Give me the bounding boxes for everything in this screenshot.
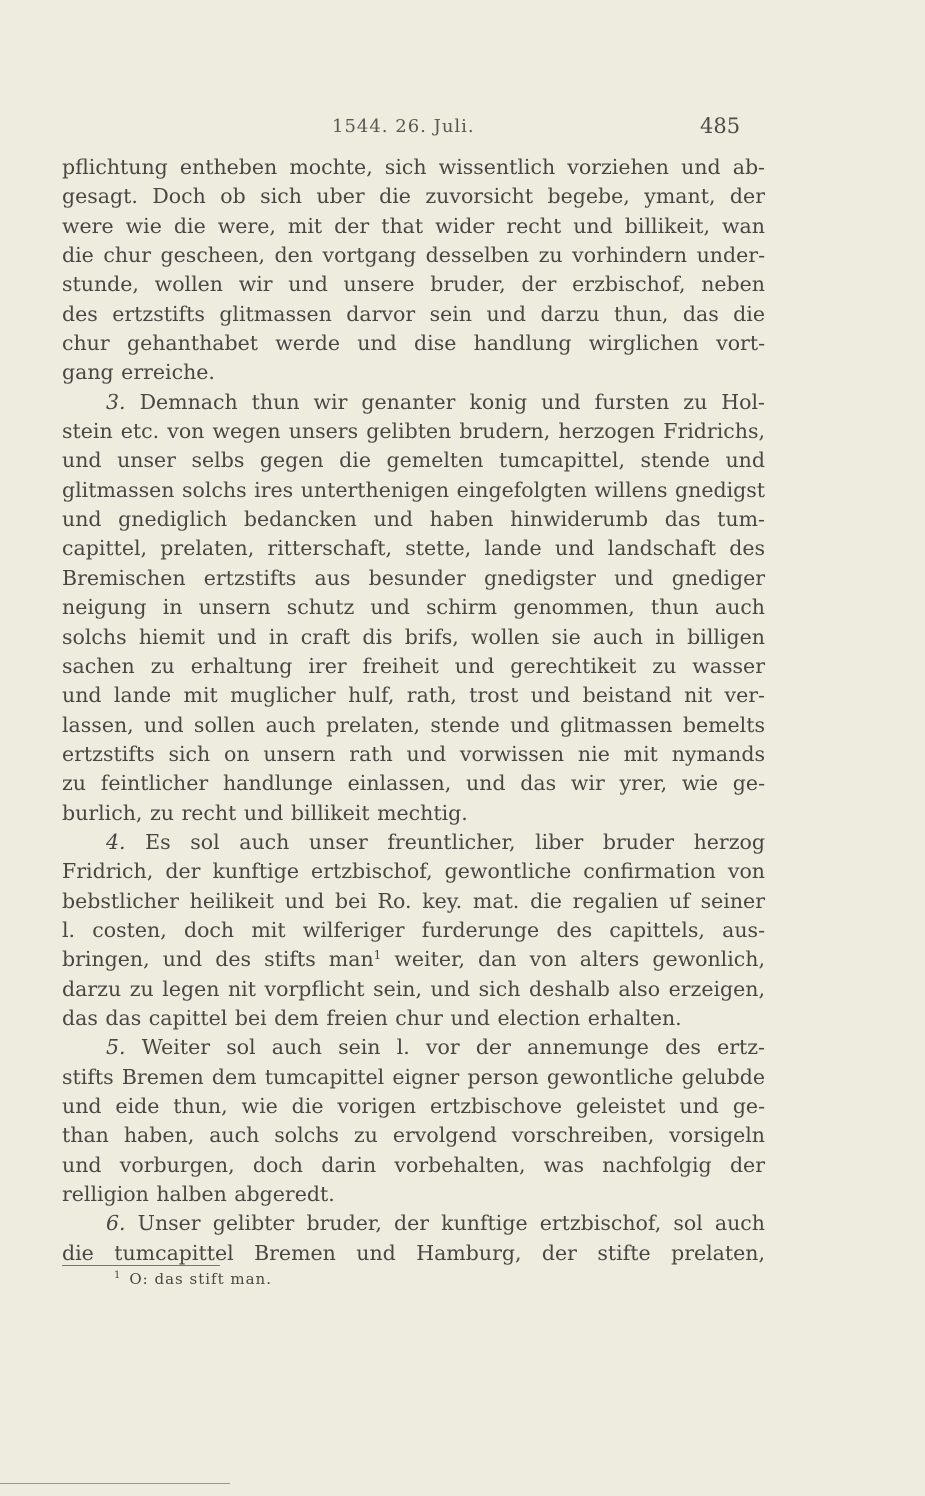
running-header-date: 1544. 26. Juli. (332, 116, 475, 137)
text-line-content: bringen, und des stifts man (62, 947, 374, 972)
text-line: l. costen, doch mit wilferiger furderunge des capittels, aus- (62, 917, 765, 942)
text-line: des ertzstifts glitmassen darvor sein und darzu thun, das die (62, 301, 765, 326)
text-line: die chur gescheen, den vortgang desselben zu vorhindern under- (62, 243, 765, 268)
text-line: pflichtung entheben mochte, sich wissentlich vorziehen und ab- (62, 155, 765, 179)
text-line: zu feintlicher handlunge einlassen, und das wir yrer, wie ge- (62, 771, 765, 796)
text-line: und gnediglich bedancken und haben hinwiderumb das tum- (62, 507, 765, 532)
text-line-with-footnote (62, 945, 765, 974)
text-line: Bremischen ertzstifts aus besunder gnedigster und gnediger (62, 565, 765, 590)
text-line-section-start (62, 1033, 765, 1062)
section-number: 5. (106, 1035, 126, 1060)
text-line: sachen zu erhaltung irer freiheit und gerechtikeit zu wasser (62, 653, 765, 678)
text-line-section-start (62, 388, 765, 417)
text-line-content: Demnach thun wir genanter konig und fursten zu Hol- (139, 389, 765, 414)
text-line-content: weiter, dan von alters gewonlich, (381, 947, 765, 972)
page-edge-line (0, 1483, 230, 1484)
text-line: das das capittel bei dem freien chur und election erhalten. (62, 1005, 682, 1030)
text-line: und lande mit muglicher hulf, rath, trost und beistand nit ver- (62, 683, 765, 708)
footnote-text: O: das stift man. (129, 1270, 272, 1288)
section-number: 3. (106, 389, 126, 414)
text-line: chur gehanthabet werde und dise handlung wirglichen vort- (62, 331, 765, 356)
text-line: ertzstifts sich on unsern rath und vorwissen nie mit nymands (62, 741, 765, 766)
text-line: darzu zu legen nit vorpflicht sein, und sich deshalb also erzeigen, (62, 976, 765, 1001)
text-line: stifts Bremen dem tumcapittel eigner person gewontliche gelubde (62, 1064, 765, 1089)
text-line: Fridrich, der kunftige ertzbischof, gewontliche confirmation von (62, 859, 765, 884)
text-line: burlich, zu recht und billikeit mechtig. (62, 800, 468, 825)
text-line-section-start (62, 828, 765, 857)
text-line: gang erreiche. (62, 360, 215, 385)
text-line-section-start (62, 1209, 765, 1238)
text-line-content: Es sol auch unser freuntlicher, liber bruder herzog (145, 829, 765, 854)
text-line: capittel, prelaten, ritterschaft, stette, lande und landschaft des (62, 536, 765, 561)
text-line: und eide thun, wie die vorigen ertzbischove geleistet und ge- (62, 1094, 765, 1118)
footnote-separator (62, 1265, 220, 1266)
section-number: 4. (106, 829, 126, 854)
text-line: stunde, wollen wir und unsere bruder, der erzbischof, neben (62, 272, 765, 297)
text-line: lassen, und sollen auch prelaten, stende und glitmassen bemelts (62, 712, 765, 737)
text-line: stein etc. von wegen unsers gelibten brudern, herzogen Fridrichs, (62, 419, 765, 444)
footnote-mark: 1 (114, 1270, 122, 1281)
page-number: 485 (700, 114, 741, 138)
text-line: und vorburgen, doch darin vorbehalten, was nachfolgig der (62, 1152, 765, 1177)
text-line-content: Unser gelibter bruder, der kunftige ertzbischof, sol auch (137, 1211, 765, 1236)
text-line: gesagt. Doch ob sich uber die zuvorsicht begebe, ymant, der (62, 184, 765, 209)
text-line: relligion halben abgeredt. (62, 1182, 335, 1207)
body-text (62, 153, 765, 1268)
text-line-content: Weiter sol auch sein l. vor der annemunge des ertz- (141, 1035, 765, 1060)
text-line: solchs hiemit und in craft dis brifs, wollen sie auch in billigen (62, 624, 765, 649)
section-number: 6. (106, 1211, 126, 1236)
text-line: und unser selbs gegen die gemelten tumcapittel, stende und (62, 448, 765, 473)
text-line: were wie die were, mit der that wider recht und billikeit, wan (62, 213, 765, 238)
text-line: bebstlicher heilikeit und bei Ro. key. mat. die regalien uf seiner (62, 888, 765, 913)
text-line: die tumcapittel Bremen und Hamburg, der stifte prelaten, (62, 1240, 765, 1265)
footnote (114, 1270, 272, 1288)
text-line: than haben, auch solchs zu ervolgend vorschreiben, vorsigeln (62, 1123, 765, 1148)
text-line: glitmassen solchs ires unterthenigen eingefolgten willens gnedigst (62, 477, 766, 502)
footnote-reference[interactable]: 1 (373, 948, 382, 963)
text-line: neigung in unsern schutz und schirm genommen, thun auch (62, 595, 765, 620)
